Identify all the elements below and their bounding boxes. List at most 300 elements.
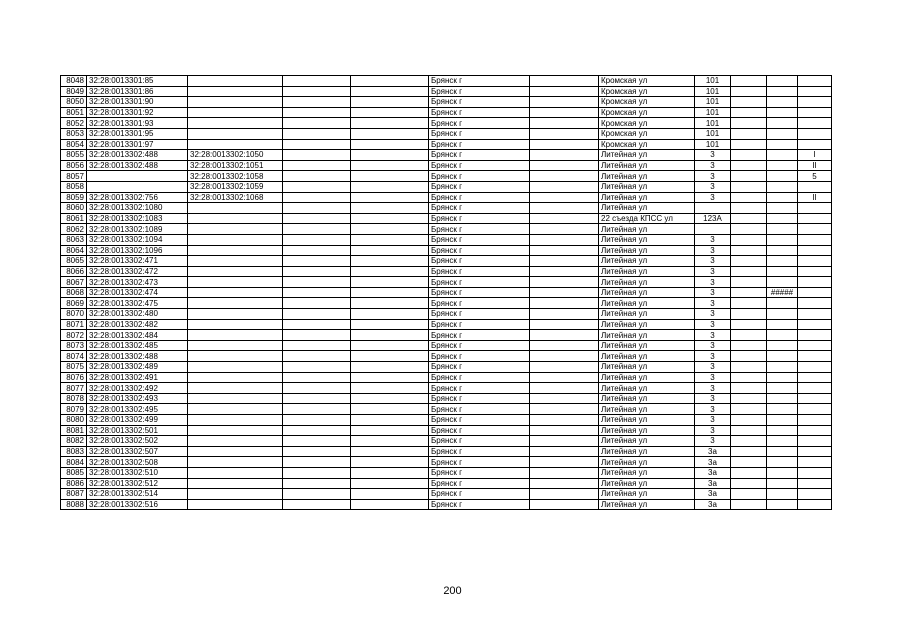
street-cell: Литейная ул (599, 256, 695, 267)
city-cell: Брянск г (429, 499, 530, 510)
related-cadastral-number-cell (188, 266, 283, 277)
house-number-cell: 3а (695, 467, 731, 478)
street-cell: Литейная ул (599, 383, 695, 394)
related-cadastral-number-cell (188, 97, 283, 108)
value-cell (767, 330, 798, 341)
empty-cell (283, 234, 351, 245)
empty-cell (351, 415, 429, 426)
empty-cell (351, 213, 429, 224)
city-cell: Брянск г (429, 97, 530, 108)
related-cadastral-number-cell (188, 245, 283, 256)
empty-cell (283, 446, 351, 457)
empty-cell (530, 256, 599, 267)
empty-cell (731, 340, 767, 351)
value-cell (767, 277, 798, 288)
row-number-cell: 8066 (61, 266, 87, 277)
city-cell: Брянск г (429, 287, 530, 298)
cadastral-number-cell: 32:28:0013302:492 (87, 383, 188, 394)
empty-cell (283, 425, 351, 436)
empty-cell (530, 107, 599, 118)
roman-index-cell: II (798, 192, 832, 203)
cadastral-number-cell: 32:28:0013302:480 (87, 309, 188, 320)
street-cell: 22 съезда КПСС ул (599, 213, 695, 224)
empty-cell (351, 86, 429, 97)
table-row (61, 457, 832, 468)
roman-index-cell (798, 181, 832, 192)
city-cell: Брянск г (429, 118, 530, 129)
cadastral-number-cell: 32:28:0013302:489 (87, 362, 188, 373)
empty-cell (530, 277, 599, 288)
empty-cell (283, 499, 351, 510)
table-row (61, 404, 832, 415)
related-cadastral-number-cell (188, 415, 283, 426)
row-number-cell: 8079 (61, 404, 87, 415)
empty-cell (351, 298, 429, 309)
empty-cell (351, 499, 429, 510)
cadastral-number-cell: 32:28:0013302:1083 (87, 213, 188, 224)
table-row (61, 203, 832, 214)
house-number-cell: 3а (695, 478, 731, 489)
value-cell (767, 457, 798, 468)
empty-cell (530, 192, 599, 203)
house-number-cell: 3 (695, 266, 731, 277)
street-cell: Кромская ул (599, 76, 695, 87)
empty-cell (283, 203, 351, 214)
roman-index-cell (798, 224, 832, 235)
empty-cell (530, 319, 599, 330)
empty-cell (731, 139, 767, 150)
roman-index-cell (798, 415, 832, 426)
house-number-cell: 3 (695, 298, 731, 309)
cadastral-number-cell: 32:28:0013302:471 (87, 256, 188, 267)
row-number-cell: 8080 (61, 415, 87, 426)
row-number-cell: 8077 (61, 383, 87, 394)
value-cell (767, 383, 798, 394)
empty-cell (731, 97, 767, 108)
empty-cell (351, 76, 429, 87)
roman-index-cell (798, 478, 832, 489)
roman-index-cell (798, 425, 832, 436)
related-cadastral-number-cell (188, 76, 283, 87)
row-number-cell: 8048 (61, 76, 87, 87)
empty-cell (530, 383, 599, 394)
table-row (61, 139, 832, 150)
empty-cell (530, 425, 599, 436)
house-number-cell: 101 (695, 107, 731, 118)
roman-index-cell (798, 309, 832, 320)
related-cadastral-number-cell (188, 383, 283, 394)
value-cell (767, 446, 798, 457)
street-cell: Кромская ул (599, 128, 695, 139)
empty-cell (530, 393, 599, 404)
empty-cell (283, 160, 351, 171)
empty-cell (283, 457, 351, 468)
city-cell: Брянск г (429, 404, 530, 415)
street-cell: Литейная ул (599, 372, 695, 383)
value-cell (767, 362, 798, 373)
empty-cell (283, 277, 351, 288)
value-cell (767, 340, 798, 351)
house-number-cell: 3 (695, 319, 731, 330)
table-row (61, 245, 832, 256)
house-number-cell: 101 (695, 128, 731, 139)
street-cell: Литейная ул (599, 393, 695, 404)
empty-cell (351, 478, 429, 489)
house-number-cell: 3 (695, 372, 731, 383)
empty-cell (731, 467, 767, 478)
roman-index-cell (798, 86, 832, 97)
street-cell: Кромская ул (599, 139, 695, 150)
house-number-cell: 3 (695, 383, 731, 394)
empty-cell (530, 203, 599, 214)
table-row (61, 118, 832, 129)
table-row (61, 351, 832, 362)
row-number-cell: 8053 (61, 128, 87, 139)
house-number-cell: 3 (695, 351, 731, 362)
city-cell: Брянск г (429, 319, 530, 330)
row-number-cell: 8058 (61, 181, 87, 192)
cadastral-number-cell: 32:28:0013301:86 (87, 86, 188, 97)
empty-cell (530, 467, 599, 478)
empty-cell (351, 362, 429, 373)
row-number-cell: 8088 (61, 499, 87, 510)
cadastral-number-cell: 32:28:0013301:90 (87, 97, 188, 108)
house-number-cell: 3 (695, 160, 731, 171)
value-cell (767, 351, 798, 362)
table-row (61, 436, 832, 447)
cadastral-number-cell: 32:28:0013302:491 (87, 372, 188, 383)
row-number-cell: 8054 (61, 139, 87, 150)
registry-table (60, 75, 832, 510)
city-cell: Брянск г (429, 478, 530, 489)
house-number-cell: 3 (695, 245, 731, 256)
empty-cell (351, 234, 429, 245)
empty-cell (351, 118, 429, 129)
empty-cell (530, 128, 599, 139)
value-cell (767, 499, 798, 510)
table-row (61, 415, 832, 426)
value-cell (767, 86, 798, 97)
empty-cell (283, 372, 351, 383)
city-cell: Брянск г (429, 372, 530, 383)
table-row (61, 340, 832, 351)
empty-cell (530, 351, 599, 362)
related-cadastral-number-cell (188, 478, 283, 489)
empty-cell (283, 97, 351, 108)
empty-cell (283, 256, 351, 267)
related-cadastral-number-cell: 32:28:0013302:1058 (188, 171, 283, 182)
related-cadastral-number-cell (188, 362, 283, 373)
roman-index-cell (798, 245, 832, 256)
empty-cell (530, 76, 599, 87)
cadastral-number-cell: 32:28:0013302:484 (87, 330, 188, 341)
house-number-cell: 123А (695, 213, 731, 224)
value-cell (767, 404, 798, 415)
cadastral-number-cell: 32:28:0013302:502 (87, 436, 188, 447)
empty-cell (731, 383, 767, 394)
empty-cell (351, 372, 429, 383)
empty-cell (530, 245, 599, 256)
row-number-cell: 8056 (61, 160, 87, 171)
empty-cell (530, 489, 599, 500)
value-cell (767, 203, 798, 214)
value-cell (767, 467, 798, 478)
empty-cell (731, 298, 767, 309)
row-number-cell: 8062 (61, 224, 87, 235)
empty-cell (530, 457, 599, 468)
row-number-cell: 8078 (61, 393, 87, 404)
cadastral-number-cell: 32:28:0013302:507 (87, 446, 188, 457)
empty-cell (530, 446, 599, 457)
row-number-cell: 8060 (61, 203, 87, 214)
empty-cell (731, 393, 767, 404)
row-number-cell: 8057 (61, 171, 87, 182)
table-row (61, 309, 832, 320)
empty-cell (530, 340, 599, 351)
row-number-cell: 8076 (61, 372, 87, 383)
city-cell: Брянск г (429, 203, 530, 214)
cadastral-number-cell: 32:28:0013302:474 (87, 287, 188, 298)
cadastral-number-cell: 32:28:0013302:508 (87, 457, 188, 468)
value-cell (767, 436, 798, 447)
empty-cell (731, 277, 767, 288)
row-number-cell: 8085 (61, 467, 87, 478)
empty-cell (731, 150, 767, 161)
city-cell: Брянск г (429, 446, 530, 457)
street-cell: Литейная ул (599, 362, 695, 373)
empty-cell (731, 330, 767, 341)
house-number-cell: 3а (695, 489, 731, 500)
related-cadastral-number-cell: 32:28:0013302:1051 (188, 160, 283, 171)
related-cadastral-number-cell: 32:28:0013302:1059 (188, 181, 283, 192)
house-number-cell: 3 (695, 287, 731, 298)
table-row (61, 192, 832, 203)
empty-cell (351, 160, 429, 171)
roman-index-cell (798, 256, 832, 267)
row-number-cell: 8051 (61, 107, 87, 118)
house-number-cell: 3 (695, 436, 731, 447)
table-row (61, 213, 832, 224)
empty-cell (283, 489, 351, 500)
empty-cell (731, 372, 767, 383)
city-cell: Брянск г (429, 256, 530, 267)
empty-cell (731, 478, 767, 489)
table-row (61, 234, 832, 245)
table-row (61, 330, 832, 341)
value-cell (767, 160, 798, 171)
table-row (61, 128, 832, 139)
street-cell: Литейная ул (599, 457, 695, 468)
empty-cell (351, 340, 429, 351)
city-cell: Брянск г (429, 298, 530, 309)
related-cadastral-number-cell (188, 234, 283, 245)
registry-table-body (61, 76, 832, 510)
empty-cell (351, 393, 429, 404)
roman-index-cell (798, 457, 832, 468)
roman-index-cell (798, 97, 832, 108)
cadastral-number-cell: 32:28:0013302:1094 (87, 234, 188, 245)
roman-index-cell (798, 213, 832, 224)
street-cell: Литейная ул (599, 425, 695, 436)
table-row (61, 181, 832, 192)
related-cadastral-number-cell (188, 287, 283, 298)
empty-cell (351, 351, 429, 362)
roman-index-cell (798, 362, 832, 373)
empty-cell (530, 224, 599, 235)
table-row (61, 256, 832, 267)
row-number-cell: 8084 (61, 457, 87, 468)
empty-cell (731, 436, 767, 447)
value-cell (767, 150, 798, 161)
street-cell: Литейная ул (599, 234, 695, 245)
row-number-cell: 8072 (61, 330, 87, 341)
empty-cell (530, 362, 599, 373)
street-cell: Литейная ул (599, 171, 695, 182)
table-row (61, 107, 832, 118)
table-row (61, 86, 832, 97)
house-number-cell: 3а (695, 457, 731, 468)
street-cell: Литейная ул (599, 436, 695, 447)
cadastral-number-cell: 32:28:0013302:495 (87, 404, 188, 415)
related-cadastral-number-cell (188, 436, 283, 447)
roman-index-cell (798, 128, 832, 139)
empty-cell (283, 340, 351, 351)
cadastral-number-cell: 32:28:0013302:501 (87, 425, 188, 436)
value-cell (767, 107, 798, 118)
street-cell: Литейная ул (599, 298, 695, 309)
cadastral-number-cell: 32:28:0013301:97 (87, 139, 188, 150)
empty-cell (731, 457, 767, 468)
roman-index-cell (798, 76, 832, 87)
cadastral-number-cell: 32:28:0013302:488 (87, 160, 188, 171)
street-cell: Литейная ул (599, 351, 695, 362)
cadastral-number-cell: 32:28:0013302:512 (87, 478, 188, 489)
value-cell (767, 425, 798, 436)
roman-index-cell (798, 277, 832, 288)
value-cell (767, 489, 798, 500)
related-cadastral-number-cell (188, 118, 283, 129)
cadastral-number-cell: 32:28:0013302:1096 (87, 245, 188, 256)
street-cell: Кромская ул (599, 118, 695, 129)
street-cell: Кромская ул (599, 86, 695, 97)
row-number-cell: 8083 (61, 446, 87, 457)
cadastral-number-cell: 32:28:0013302:488 (87, 150, 188, 161)
empty-cell (530, 266, 599, 277)
city-cell: Брянск г (429, 383, 530, 394)
street-cell: Литейная ул (599, 245, 695, 256)
empty-cell (283, 213, 351, 224)
empty-cell (731, 499, 767, 510)
empty-cell (351, 330, 429, 341)
empty-cell (530, 139, 599, 150)
house-number-cell: 3а (695, 499, 731, 510)
empty-cell (731, 245, 767, 256)
empty-cell (283, 362, 351, 373)
table-row (61, 150, 832, 161)
roman-index-cell: I (798, 150, 832, 161)
related-cadastral-number-cell (188, 446, 283, 457)
table-row (61, 489, 832, 500)
city-cell: Брянск г (429, 351, 530, 362)
row-number-cell: 8070 (61, 309, 87, 320)
house-number-cell: 3 (695, 234, 731, 245)
value-cell (767, 192, 798, 203)
table-row (61, 160, 832, 171)
row-number-cell: 8049 (61, 86, 87, 97)
city-cell: Брянск г (429, 139, 530, 150)
empty-cell (530, 415, 599, 426)
table-row (61, 499, 832, 510)
empty-cell (731, 181, 767, 192)
roman-index-cell (798, 499, 832, 510)
related-cadastral-number-cell (188, 489, 283, 500)
related-cadastral-number-cell (188, 224, 283, 235)
empty-cell (731, 128, 767, 139)
roman-index-cell (798, 139, 832, 150)
empty-cell (731, 234, 767, 245)
value-cell (767, 478, 798, 489)
empty-cell (283, 319, 351, 330)
table-row (61, 362, 832, 373)
city-cell: Брянск г (429, 128, 530, 139)
empty-cell (530, 298, 599, 309)
city-cell: Брянск г (429, 234, 530, 245)
value-cell (767, 415, 798, 426)
empty-cell (530, 372, 599, 383)
value-cell (767, 171, 798, 182)
house-number-cell: 3 (695, 181, 731, 192)
street-cell: Кромская ул (599, 97, 695, 108)
cadastral-number-cell: 32:28:0013302:510 (87, 467, 188, 478)
cadastral-number-cell: 32:28:0013302:1089 (87, 224, 188, 235)
city-cell: Брянск г (429, 277, 530, 288)
empty-cell (351, 171, 429, 182)
empty-cell (351, 383, 429, 394)
value-cell (767, 76, 798, 87)
roman-index-cell (798, 340, 832, 351)
empty-cell (731, 425, 767, 436)
street-cell: Литейная ул (599, 446, 695, 457)
cadastral-number-cell: 32:28:0013302:1080 (87, 203, 188, 214)
house-number-cell: 101 (695, 86, 731, 97)
related-cadastral-number-cell (188, 425, 283, 436)
empty-cell (283, 107, 351, 118)
cadastral-number-cell: 32:28:0013302:482 (87, 319, 188, 330)
empty-cell (283, 287, 351, 298)
street-cell: Литейная ул (599, 467, 695, 478)
cadastral-number-cell: 32:28:0013301:92 (87, 107, 188, 118)
row-number-cell: 8073 (61, 340, 87, 351)
house-number-cell (695, 224, 731, 235)
street-cell: Литейная ул (599, 160, 695, 171)
row-number-cell: 8069 (61, 298, 87, 309)
city-cell: Брянск г (429, 415, 530, 426)
empty-cell (351, 128, 429, 139)
street-cell: Литейная ул (599, 277, 695, 288)
table-row (61, 372, 832, 383)
table-row (61, 97, 832, 108)
row-number-cell: 8050 (61, 97, 87, 108)
empty-cell (731, 118, 767, 129)
empty-cell (530, 478, 599, 489)
cadastral-number-cell (87, 181, 188, 192)
related-cadastral-number-cell (188, 467, 283, 478)
row-number-cell: 8063 (61, 234, 87, 245)
street-cell: Литейная ул (599, 340, 695, 351)
related-cadastral-number-cell (188, 340, 283, 351)
empty-cell (351, 203, 429, 214)
related-cadastral-number-cell (188, 330, 283, 341)
